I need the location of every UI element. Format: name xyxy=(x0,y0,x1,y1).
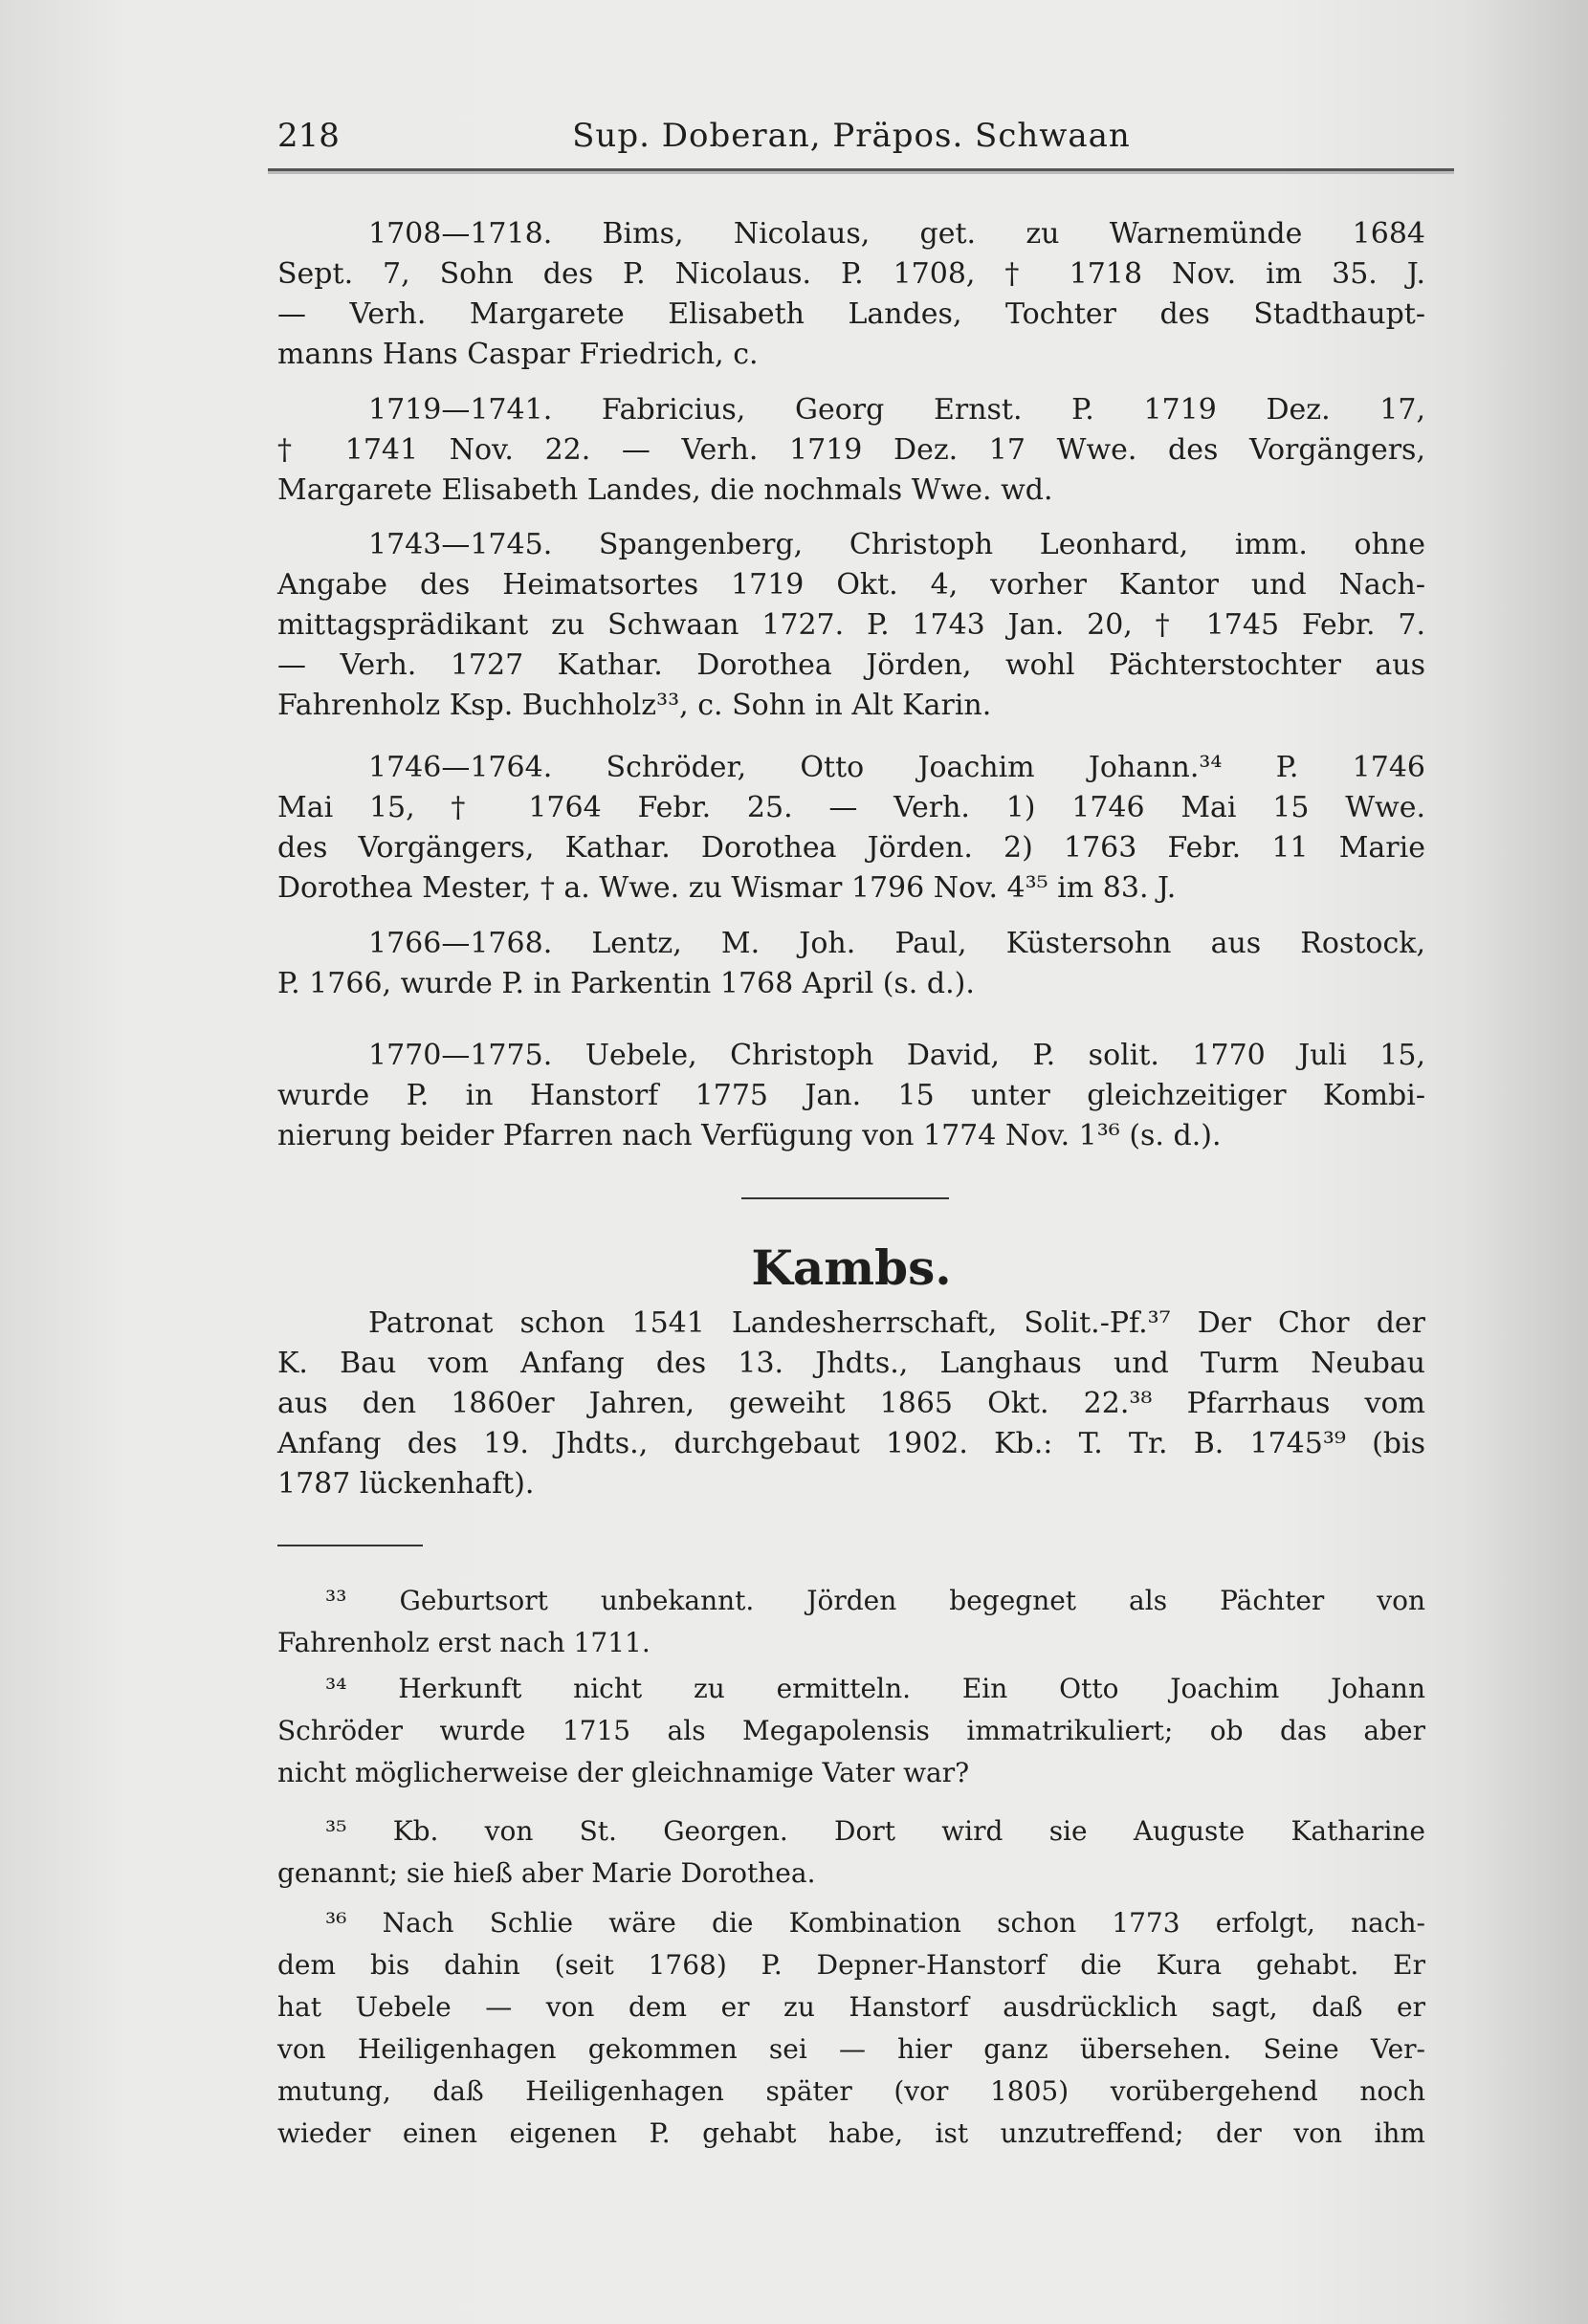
text-line: Sept. 7, Sohn des P. Nicolaus. P. 1708, † 1718 Nov. im 35. J. xyxy=(277,257,1425,291)
text-line: Fahrenholz erst nach 1711. xyxy=(277,1627,651,1658)
text-line: — Verh. Margarete Elisabeth Landes, Tochter des Stadthaupt- xyxy=(277,297,1425,331)
text-line: mittagsprädikant zu Schwaan 1727. P. 1743 Jan. 20, † 1745 Febr. 7. xyxy=(277,608,1425,642)
text-line: ³³ Geburtsort unbekannt. Jörden begegnet als Pächter von xyxy=(325,1585,1425,1616)
text-line: des Vorgängers, Kathar. Dorothea Jörden. 2) 1763 Febr. 11 Marie xyxy=(277,831,1425,865)
text-line: ³⁵ Kb. von St. Georgen. Dort wird sie Auguste Katharine xyxy=(325,1815,1425,1847)
pastor-entry xyxy=(277,390,1425,511)
section-paragraph xyxy=(277,1304,1425,1504)
text-line: 1787 lückenhaft). xyxy=(277,1467,535,1501)
text-line: nierung beider Pfarren nach Verfügung von 1774 Nov. 1³⁶ (s. d.). xyxy=(277,1119,1222,1152)
text-line: hat Uebele — von dem er zu Hanstorf ausdrücklich sagt, daß er xyxy=(277,1991,1425,2023)
text-line: 1708—1718. Bims, Nicolaus, get. zu Warnemünde 1684 xyxy=(368,217,1425,251)
footnote xyxy=(277,1902,1425,2155)
section-separator xyxy=(741,1197,949,1199)
text-line: Schröder wurde 1715 als Megapolensis immatrikuliert; ob das aber xyxy=(277,1715,1425,1746)
text-line: manns Hans Caspar Friedrich, c. xyxy=(277,338,759,371)
footnote-rule xyxy=(277,1545,423,1546)
pastor-entry xyxy=(277,748,1425,909)
text-line: 1719—1741. Fabricius, Georg Ernst. P. 1719 Dez. 17, xyxy=(368,393,1425,427)
pastor-entry xyxy=(277,525,1425,726)
text-line: 1743—1745. Spangenberg, Christoph Leonhard, imm. ohne xyxy=(368,528,1425,561)
text-line: mutung, daß Heiligenhagen später (vor 1805) vorübergehend noch xyxy=(277,2075,1425,2107)
text-line: 1770—1775. Uebele, Christoph David, P. solit. 1770 Juli 15, xyxy=(368,1039,1425,1072)
footnote xyxy=(277,1668,1425,1794)
running-title: Sup. Doberan, Präpos. Schwaan xyxy=(572,117,1131,155)
pastor-entry xyxy=(277,214,1425,375)
text-line: 1746—1764. Schröder, Otto Joachim Johann.³⁴ P. 1746 xyxy=(368,751,1425,784)
text-line: — Verh. 1727 Kathar. Dorothea Jörden, wohl Pächterstochter aus xyxy=(277,648,1425,682)
text-line: ³⁴ Herkunft nicht zu ermitteln. Ein Otto Joachim Johann xyxy=(325,1673,1425,1704)
text-line: genannt; sie hieß aber Marie Dorothea. xyxy=(277,1857,816,1889)
text-line: wurde P. in Hanstorf 1775 Jan. 15 unter gleichzeitiger Kombi- xyxy=(277,1079,1425,1112)
header-rule xyxy=(268,168,1454,171)
page-header xyxy=(277,117,1425,159)
text-line: nicht möglicherweise der gleichnamige Vater war? xyxy=(277,1757,970,1788)
text-line: von Heiligenhagen gekommen sei — hier ganz übersehen. Seine Ver- xyxy=(277,2033,1425,2065)
footnote xyxy=(277,1580,1425,1664)
text-line: Margarete Elisabeth Landes, die nochmals Wwe. wd. xyxy=(277,473,1053,507)
pastor-entry xyxy=(277,924,1425,1004)
text-line: dem bis dahin (seit 1768) P. Depner-Hanstorf die Kura gehabt. Er xyxy=(277,1949,1425,1981)
text-line: wieder einen eigenen P. gehabt habe, ist unzutreffend; der von ihm xyxy=(277,2117,1425,2149)
text-line: 1766—1768. Lentz, M. Joh. Paul, Küstersohn aus Rostock, xyxy=(368,927,1425,960)
text-line: Anfang des 19. Jhdts., durchgebaut 1902. Kb.: T. Tr. B. 1745³⁹ (bis xyxy=(277,1427,1425,1460)
text-line: Angabe des Heimatsortes 1719 Okt. 4, vorher Kantor und Nach- xyxy=(277,568,1425,602)
footnote xyxy=(277,1810,1425,1895)
text-line: Dorothea Mester, † a. Wwe. zu Wismar 1796 Nov. 4³⁵ im 83. J. xyxy=(277,871,1177,905)
text-line: aus den 1860er Jahren, geweiht 1865 Okt. 22.³⁸ Pfarrhaus vom xyxy=(277,1387,1425,1420)
text-line: Mai 15, † 1764 Febr. 25. — Verh. 1) 1746 Mai 15 Wwe. xyxy=(277,791,1425,824)
text-line: ³⁶ Nach Schlie wäre die Kombination schon 1773 erfolgt, nach- xyxy=(325,1907,1425,1939)
section-heading: Kambs. xyxy=(751,1239,952,1296)
text-line: Fahrenholz Ksp. Buchholz³³, c. Sohn in Alt Karin. xyxy=(277,689,992,722)
page-number: 218 xyxy=(277,117,340,155)
pastor-entry xyxy=(277,1036,1425,1156)
text-line: † 1741 Nov. 22. — Verh. 1719 Dez. 17 Wwe. des Vorgängers, xyxy=(277,433,1425,467)
text-line: P. 1766, wurde P. in Parkentin 1768 April (s. d.). xyxy=(277,967,975,1000)
text-line: Patronat schon 1541 Landesherrschaft, Solit.-Pf.³⁷ Der Chor der xyxy=(368,1306,1425,1340)
text-line: K. Bau vom Anfang des 13. Jhdts., Langhaus und Turm Neubau xyxy=(277,1347,1425,1380)
